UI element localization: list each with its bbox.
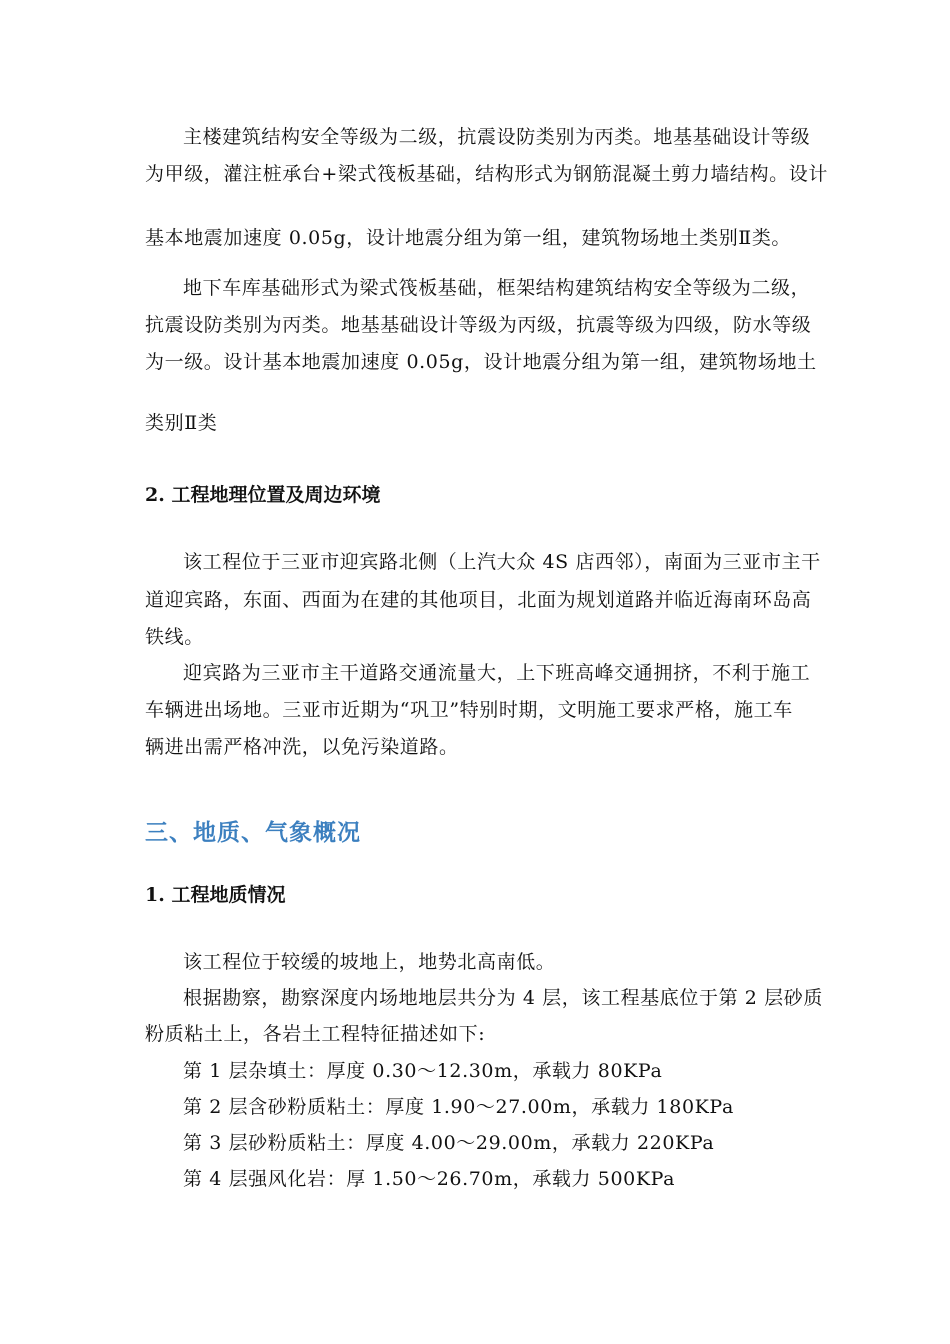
stratum-line: 第 4 层强风化岩：厚 1.50～26.70m，承载力 500KPa [183, 1168, 676, 1190]
paragraph-line: 该工程位于较缓的坡地上，地势北高南低。 [183, 951, 556, 973]
paragraph-line: 铁线。 [145, 626, 204, 648]
paragraph-line: 道迎宾路，东面、西面为在建的其他项目，北面为规划道路并临近海南环岛高 [145, 589, 812, 611]
paragraph-line: 基本地震加速度 0.05g，设计地震分组为第一组，建筑物场地土类别Ⅱ类。 [145, 227, 792, 249]
paragraph-line: 粉质粘土上，各岩土工程特征描述如下: [145, 1023, 486, 1045]
paragraph-line: 主楼建筑结构安全等级为二级，抗震设防类别为丙类。地基基础设计等级 [183, 126, 811, 148]
paragraph-line: 根据勘察，勘察深度内场地地层共分为 4 层，该工程基底位于第 2 层砂质 [183, 987, 823, 1009]
paragraph-line: 抗震设防类别为丙类。地基基础设计等级为丙级，抗震等级为四级，防水等级 [145, 314, 812, 336]
paragraph-line: 该工程位于三亚市迎宾路北侧（上汽大众 4S 店西邻），南面为三亚市主干 [183, 551, 821, 573]
section-heading-geology: 1. 工程地质情况 [145, 884, 286, 906]
paragraph-line: 车辆进出场地。三亚市近期为“巩卫”特别时期，文明施工要求严格，施工车 [145, 699, 793, 721]
paragraph-line: 为甲级，灌注桩承台+梁式筏板基础，结构形式为钢筋混凝土剪力墙结构。设计 [145, 163, 828, 185]
paragraph-line: 迎宾路为三亚市主干道路交通流量大，上下班高峰交通拥挤，不利于施工 [183, 662, 811, 684]
paragraph-line: 地下车库基础形式为梁式筏板基础，框架结构建筑结构安全等级为二级， [183, 277, 811, 299]
stratum-line: 第 1 层杂填土：厚度 0.30～12.30m，承载力 80KPa [183, 1060, 663, 1082]
paragraph-line: 为一级。设计基本地震加速度 0.05g，设计地震分组为第一组，建筑物场地土 [145, 351, 817, 373]
chapter-title: 三、地质、气象概况 [145, 819, 361, 846]
paragraph-line: 类别Ⅱ类 [145, 412, 218, 434]
stratum-line: 第 3 层砂粉质粘土：厚度 4.00～29.00m，承载力 220KPa [183, 1132, 715, 1154]
stratum-line: 第 2 层含砂粉质粘土：厚度 1.90～27.00m，承载力 180KPa [183, 1096, 734, 1118]
section-heading-location: 2. 工程地理位置及周边环境 [145, 484, 381, 506]
paragraph-line: 辆进出需严格冲洗，以免污染道路。 [145, 736, 459, 758]
